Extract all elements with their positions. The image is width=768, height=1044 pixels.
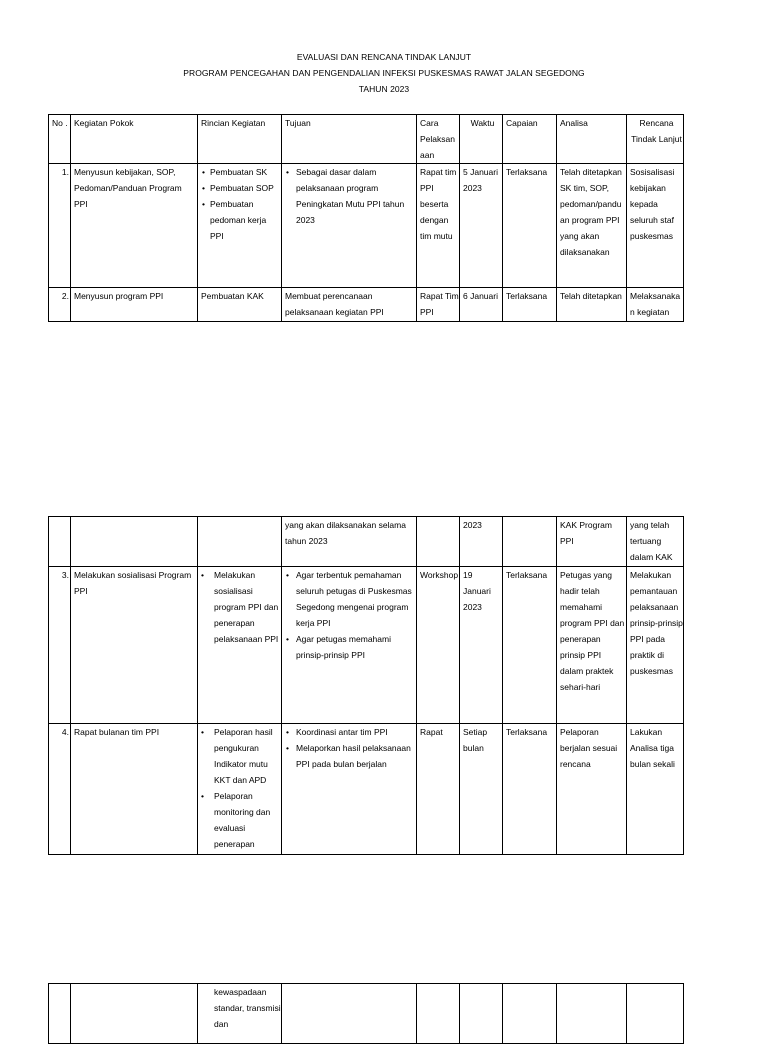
row-rincian: kewaspadaan standar, transmisi dan xyxy=(198,984,282,1044)
rincian-item: • Pelaporan monitoring dan evaluasi penerapan xyxy=(201,788,281,852)
evaluation-table-page2 xyxy=(48,516,684,855)
table-header-row xyxy=(49,115,684,164)
row-no: 2. xyxy=(49,288,71,322)
row-rencana: yang telah tertuang dalam KAK xyxy=(627,517,684,567)
doc-title: EVALUASI DAN RENCANA TINDAK LANJUT xyxy=(296,52,472,62)
row-rincian xyxy=(198,567,282,724)
rincian-item: • Pelaporan hasil pengukuran Indikator mutu KKT dan APD xyxy=(201,724,281,788)
table-row xyxy=(49,288,684,322)
table-row xyxy=(49,984,684,1044)
row-cara xyxy=(417,984,460,1044)
row-capaian xyxy=(503,517,557,567)
row-capaian: Terlaksana xyxy=(503,164,557,288)
row-capaian: Terlaksana xyxy=(503,567,557,724)
row-waktu: Setiap bulan xyxy=(460,724,503,855)
row-rencana: Sosisalisasi kebijakan kepada seluruh staf puskesmas xyxy=(627,164,684,288)
row-analisa: Telah ditetapkan xyxy=(557,288,627,322)
evaluation-table-page3 xyxy=(48,983,684,1044)
row-waktu: 2023 xyxy=(460,517,503,567)
rincian-item: • Pembuatan SK xyxy=(201,164,281,180)
row-analisa xyxy=(557,984,627,1044)
row-cara: Rapat tim PPI beserta dengan tim mutu xyxy=(417,164,460,288)
table-row xyxy=(49,517,684,567)
table-row xyxy=(49,164,684,288)
row-tujuan: yang akan dilaksanakan selama tahun 2023 xyxy=(282,517,417,567)
row-analisa: Pelaporan berjalan sesuai rencana xyxy=(557,724,627,855)
rincian-item: • Pembuatan pedoman kerja PPI xyxy=(201,196,281,244)
table-row xyxy=(49,724,684,855)
row-rincian xyxy=(198,164,282,288)
col-header-rencana: Rencana Tindak Lanjut xyxy=(627,115,684,164)
tujuan-item: • Agar petugas memahami prinsip-prinsip PPI xyxy=(285,631,416,663)
row-no: 4. xyxy=(49,724,71,855)
row-capaian xyxy=(503,984,557,1044)
row-analisa: KAK Program PPI xyxy=(557,517,627,567)
table-row xyxy=(49,567,684,724)
row-rencana: Lakukan Analisa tiga bulan sekali xyxy=(627,724,684,855)
row-cara xyxy=(417,517,460,567)
row-no xyxy=(49,984,71,1044)
tujuan-item: • Melaporkan hasil pelaksanaan PPI pada bulan berjalan xyxy=(285,740,416,772)
doc-subtitle: PROGRAM PENCEGAHAN DAN PENGENDALIAN INFEKSI PUSKESMAS RAWAT JALAN SEGEDONG xyxy=(183,68,585,78)
col-header-analisa: Analisa xyxy=(557,115,627,164)
tujuan-item: • Agar terbentuk pemahaman seluruh petugas di Puskesmas Segedong mengenai program kerja PPI xyxy=(285,567,416,631)
row-kegiatan: Menyusun program PPI xyxy=(71,288,198,322)
evaluation-table-page1 xyxy=(48,114,684,322)
row-cara: Workshop xyxy=(417,567,460,724)
row-no xyxy=(49,517,71,567)
col-header-cara: Cara Pelaksanaan xyxy=(417,115,460,164)
col-header-no: No . xyxy=(49,115,71,164)
row-tujuan xyxy=(282,567,417,724)
doc-year: TAHUN 2023 xyxy=(358,84,410,94)
row-tujuan: Membuat perencanaan pelaksanaan kegiatan PPI xyxy=(282,288,417,322)
row-kegiatan xyxy=(71,984,198,1044)
row-rincian xyxy=(198,517,282,567)
rincian-item: • Melakukan sosialisasi program PPI dan penerapan pelaksanaan PPI xyxy=(201,567,281,647)
row-rencana: Melaksanakan kegiatan xyxy=(627,288,684,322)
row-capaian: Terlaksana xyxy=(503,288,557,322)
col-header-tujuan: Tujuan xyxy=(282,115,417,164)
row-waktu: 19 Januari 2023 xyxy=(460,567,503,724)
row-cara: Rapat xyxy=(417,724,460,855)
row-no: 1. xyxy=(49,164,71,288)
col-header-rincian: Rincian Kegiatan xyxy=(198,115,282,164)
row-rincian: Pembuatan KAK xyxy=(198,288,282,322)
row-waktu: 6 Januari xyxy=(460,288,503,322)
tujuan-item: • Koordinasi antar tim PPI xyxy=(285,724,416,740)
row-tujuan xyxy=(282,164,417,288)
row-no: 3. xyxy=(49,567,71,724)
row-cara: Rapat Tim PPI xyxy=(417,288,460,322)
col-header-kegiatan: Kegiatan Pokok xyxy=(71,115,198,164)
rincian-item: • Pembuatan SOP xyxy=(201,180,281,196)
row-rincian xyxy=(198,724,282,855)
row-kegiatan: Menyusun kebijakan, SOP, Pedoman/Panduan Program PPI xyxy=(71,164,198,288)
row-rencana: Melakukan pemantauan pelaksanaan prinsip-prinsip PPI pada praktik di puskesmas xyxy=(627,567,684,724)
row-kegiatan: Melakukan sosialisasi Program PPI xyxy=(71,567,198,724)
col-header-waktu: Waktu xyxy=(460,115,503,164)
tujuan-item: • Sebagai dasar dalam pelaksanaan program Peningkatan Mutu PPI tahun 2023 xyxy=(285,164,416,228)
row-kegiatan xyxy=(71,517,198,567)
row-waktu xyxy=(460,984,503,1044)
row-rencana xyxy=(627,984,684,1044)
row-analisa: Petugas yang hadir telah memahami program PPI dan penerapan prinsip PPI dalam praktek sehari-hari xyxy=(557,567,627,724)
row-waktu: 5 Januari 2023 xyxy=(460,164,503,288)
row-tujuan xyxy=(282,724,417,855)
col-header-capaian: Capaian xyxy=(503,115,557,164)
row-kegiatan: Rapat bulanan tim PPI xyxy=(71,724,198,855)
row-tujuan xyxy=(282,984,417,1044)
row-analisa: Telah ditetapkan SK tim, SOP, pedoman/panduan program PPI yang akan dilaksanakan xyxy=(557,164,627,288)
row-capaian: Terlaksana xyxy=(503,724,557,855)
